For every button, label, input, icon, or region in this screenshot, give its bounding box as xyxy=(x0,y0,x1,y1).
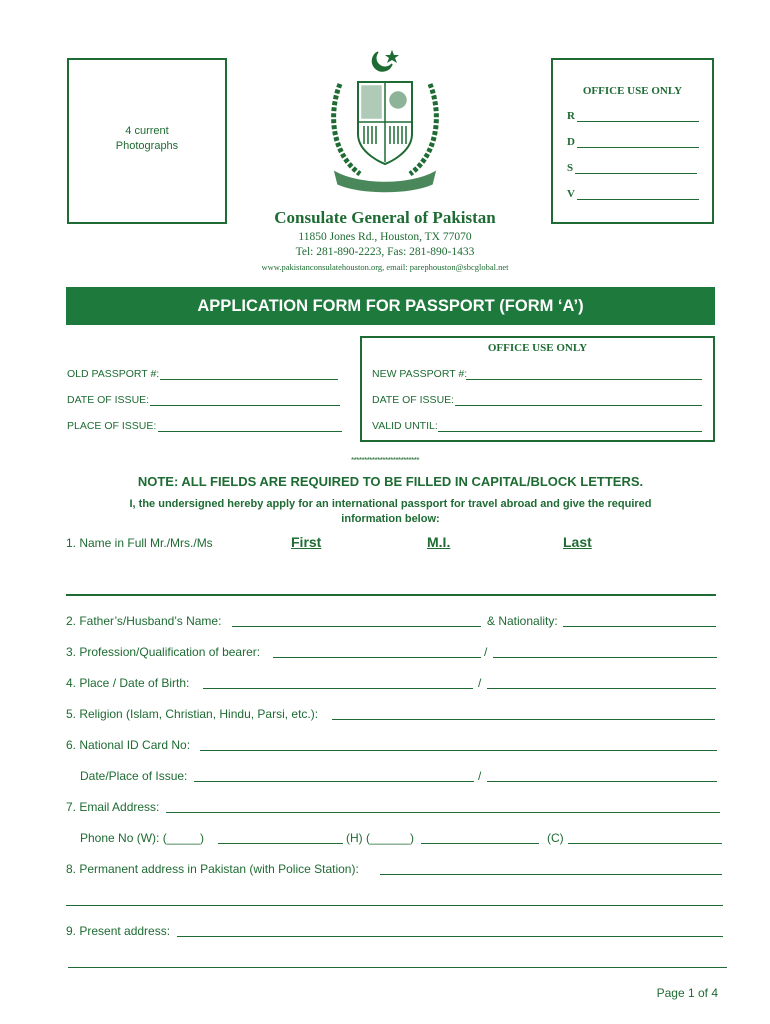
photo-text-line1: 4 current xyxy=(125,125,169,137)
photo-text-line2: Photographs xyxy=(115,140,179,152)
birth-label: 4. Place / Date of Birth: xyxy=(66,676,190,690)
father-name-label: 2. Father’s/Husband’s Name: xyxy=(66,614,222,628)
old-date-label: DATE OF ISSUE: xyxy=(67,394,150,406)
id-issue-date-field[interactable] xyxy=(194,781,474,782)
phone-work-field[interactable] xyxy=(218,843,343,844)
office-line-d-label: D xyxy=(567,136,575,148)
photo-box-text xyxy=(69,124,225,154)
undersigned-line1: I, the undersigned hereby apply for an international passport for travel abroad and give the required xyxy=(129,498,652,510)
consulate-phone: Tel: 281-890-2223, Fas: 281-890-1433 xyxy=(295,246,475,258)
first-name-heading: First xyxy=(291,534,322,550)
old-place-field[interactable] xyxy=(158,431,342,432)
id-issue-label: Date/Place of Issue: xyxy=(80,769,188,783)
new-passport-field[interactable] xyxy=(466,379,702,380)
old-passport-label: OLD PASSPORT #: xyxy=(67,368,160,380)
undersigned-line2: information below: xyxy=(341,513,440,525)
present-address-field[interactable] xyxy=(177,936,723,937)
office-line-v-label: V xyxy=(567,188,575,200)
consulate-title: Consulate General of Pakistan xyxy=(274,208,496,227)
office-line-v[interactable] xyxy=(567,188,702,200)
middle-initial-heading: M.I. xyxy=(427,534,451,550)
full-name-field[interactable] xyxy=(66,594,716,596)
id-issue-place-field[interactable] xyxy=(487,781,717,782)
birth-place-field[interactable] xyxy=(203,688,473,689)
new-passport-label: NEW PASSPORT #: xyxy=(372,368,468,380)
office-line-s-label: S xyxy=(567,162,574,174)
office-line-r[interactable] xyxy=(567,110,702,122)
permanent-address-field[interactable] xyxy=(380,874,722,875)
nationality-field[interactable] xyxy=(563,626,716,627)
present-address-label: 9. Present address: xyxy=(66,924,171,938)
permanent-address-label: 8. Permanent address in Pakistan (with Police Station): xyxy=(66,862,359,876)
phone-work-label: Phone No (W): (_____) xyxy=(80,831,205,845)
phone-home-label: (H) (______) xyxy=(346,831,415,845)
consulate-web: www.pakistanconsulatehouston.org, email: parephouston@sbcglobal.net xyxy=(261,262,509,272)
national-id-label: 6. National ID Card No: xyxy=(66,738,191,752)
undersigned-text xyxy=(66,497,715,527)
email-label: 7. Email Address: xyxy=(66,800,160,814)
office-line-r-label: R xyxy=(567,110,575,122)
passport-office-title: OFFICE USE ONLY xyxy=(487,342,588,354)
photo-box xyxy=(67,58,227,224)
new-date-field[interactable] xyxy=(455,405,702,406)
nationality-label: & Nationality: xyxy=(487,614,558,628)
last-name-heading: Last xyxy=(563,534,592,550)
valid-until-field[interactable] xyxy=(438,431,702,432)
office-line-d[interactable] xyxy=(567,136,702,148)
national-id-field[interactable] xyxy=(200,750,717,751)
profession-slash: / xyxy=(484,645,488,659)
email-field[interactable] xyxy=(166,812,720,813)
form-title-banner: APPLICATION FORM FOR PASSPORT (FORM ‘A’) xyxy=(66,287,715,325)
old-place-label: PLACE OF ISSUE: xyxy=(67,420,157,432)
phone-home-field[interactable] xyxy=(421,843,539,844)
page-number: Page 1 of 4 xyxy=(656,986,718,1000)
office-line-s[interactable] xyxy=(567,162,702,174)
note-text: NOTE: ALL FIELDS ARE REQUIRED TO BE FILLED IN CAPITAL/BLOCK LETTERS. xyxy=(137,474,644,489)
permanent-address-field-2[interactable] xyxy=(66,905,723,906)
present-address-field-2[interactable] xyxy=(68,967,727,968)
phone-cell-label: (C) xyxy=(547,831,564,845)
birth-date-field[interactable] xyxy=(487,688,716,689)
birth-slash: / xyxy=(478,676,482,690)
religion-field[interactable] xyxy=(332,719,715,720)
phone-cell-field[interactable] xyxy=(568,843,722,844)
pakistan-emblem-icon xyxy=(320,44,450,194)
office-use-title: OFFICE USE ONLY xyxy=(582,85,683,97)
father-name-field[interactable] xyxy=(232,626,481,627)
valid-until-label: VALID UNTIL: xyxy=(372,420,438,432)
id-issue-slash: / xyxy=(478,769,482,783)
separator-stars: ************************** xyxy=(351,456,419,465)
name-label: 1. Name in Full Mr./Mrs./Ms xyxy=(66,536,213,550)
profession-field[interactable] xyxy=(273,657,481,658)
qualification-field[interactable] xyxy=(493,657,717,658)
profession-label: 3. Profession/Qualification of bearer: xyxy=(66,645,261,659)
religion-label: 5. Religion (Islam, Christian, Hindu, Parsi, etc.): xyxy=(66,707,319,721)
office-use-box xyxy=(551,58,714,224)
old-passport-field[interactable] xyxy=(160,379,338,380)
old-date-field[interactable] xyxy=(150,405,340,406)
consulate-address: 11850 Jones Rd., Houston, TX 77070 xyxy=(298,231,472,243)
new-date-label: DATE OF ISSUE: xyxy=(372,394,455,406)
